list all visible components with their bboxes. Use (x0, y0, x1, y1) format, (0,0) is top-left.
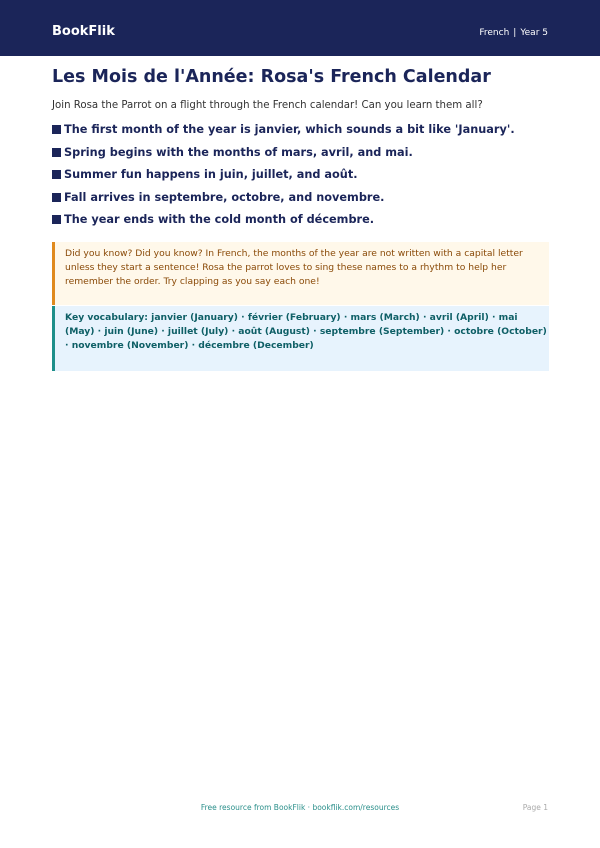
square-bullet-icon (52, 215, 61, 224)
list-item (52, 212, 552, 235)
intro-text: Join Rosa the Parrot on a flight through the French calendar! Can you learn them all? (52, 100, 483, 111)
did-you-know-callout (52, 242, 549, 305)
list-item-text: Spring begins with the months of mars, avril, and mai. (64, 145, 413, 159)
square-bullet-icon (52, 125, 61, 134)
square-bullet-icon (52, 148, 61, 157)
list-item (52, 122, 552, 145)
page-title: Les Mois de l'Année: Rosa's French Calendar (52, 67, 491, 87)
meta-separator: | (513, 28, 517, 38)
level-label: Year 5 (520, 28, 548, 38)
footer-link[interactable]: Free resource from BookFlik · bookflik.com/resources (200, 803, 400, 812)
fact-list (52, 122, 552, 235)
vocabulary-text: Key vocabulary: janvier (January) · février (February) · mars (March) · avril (April) · mai (May) · juin (June) · juillet (July) · août (August) · septembre (September) · octobre (October) · novembre (November) · décembre (December) (65, 312, 547, 351)
list-item (52, 167, 552, 190)
list-item-text: Summer fun happens in juin, juillet, and août. (64, 168, 358, 181)
list-item-text: The first month of the year is janvier, which sounds a bit like 'January'. (64, 123, 515, 136)
page-header (0, 0, 600, 56)
list-item-text: The year ends with the cold month of décembre. (64, 213, 375, 226)
square-bullet-icon (52, 170, 61, 179)
vocabulary-callout (52, 306, 549, 371)
square-bullet-icon (52, 193, 61, 202)
callout-text: Did you know? Did you know? In French, the months of the year are not written with a capital letter unless they start a sentence! Rosa the parrot loves to sing these names to a rhythm to help her remember the order. Try clapping as you say each one! (65, 248, 523, 287)
list-item (52, 145, 552, 168)
brand-logo[interactable]: BookFlik (52, 24, 115, 39)
list-item (52, 190, 552, 213)
list-item-text: Fall arrives in septembre, octobre, and novembre. (64, 190, 385, 204)
header-meta (479, 26, 548, 40)
page-number: Page 1 (522, 803, 548, 812)
subject-label: French (479, 28, 510, 38)
